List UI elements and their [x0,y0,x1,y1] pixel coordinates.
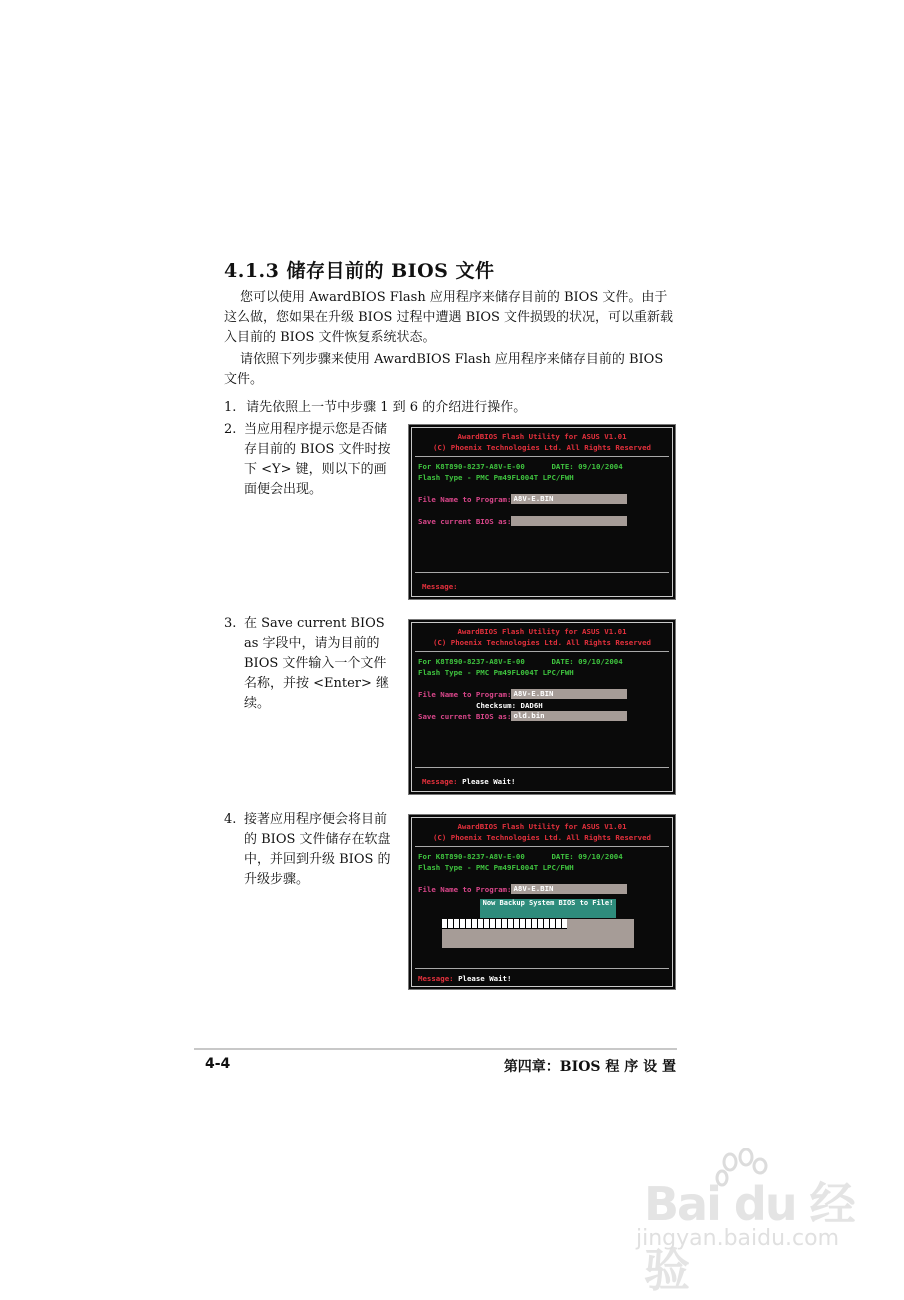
copyright-line: (C) Phoenix Technologies Ltd. All Rights Reserved [432,443,652,452]
bios-screen-1 [408,424,676,600]
message-text: Please Wait! [462,777,516,786]
step-text: 在 Save current BIOS as 字段中，请为目前的 BIOS 文件输入一个文件名称，并按 <Enter> 继续。 [244,616,390,711]
step-3 [224,614,392,714]
file-name-label: File Name to Program: [418,690,512,699]
save-bios-row [418,711,627,722]
save-bios-label: Save current BIOS as: [418,517,512,526]
step-1 [224,398,526,418]
file-name-label: File Name to Program: [418,885,512,894]
checksum-value: DAD6H [520,701,543,710]
step-number: 4. [224,812,237,827]
divider [415,968,669,969]
step-2 [224,420,392,500]
chapter-title: 第四章：BIOS 程 序 设 置 [503,1059,676,1075]
screen-frame [411,622,673,792]
message-label: Message: [422,777,458,786]
save-bios-field[interactable]: old.bin [511,711,627,721]
screen-frame [411,817,673,987]
divider [415,572,669,573]
bios-screen-2 [408,619,676,795]
file-name-field: A8V-E.BIN [511,689,627,699]
file-name-row [418,494,627,505]
message-label: Message: [418,974,454,983]
flash-type: Flash Type - PMC Pm49FL004T LPC/FWH [418,473,574,482]
step-text: 请先依照上一节中步骤 1 到 6 的介绍进行操作。 [246,400,527,415]
board-info: For K8T890-8237-A8V-E-00 DATE: 09/10/2004 [418,657,623,666]
file-name-row [418,689,627,700]
file-name-field: A8V-E.BIN [511,884,627,894]
step-number: 2. [224,422,237,437]
board-info: For K8T890-8237-A8V-E-00 DATE: 09/10/2004 [418,852,623,861]
flash-type: Flash Type - PMC Pm49FL004T LPC/FWH [418,668,574,677]
page-number: 4-4 [205,1056,231,1072]
utility-title: AwardBIOS Flash Utility for ASUS V1.01 [457,822,627,831]
message-row [418,973,511,984]
intro-paragraph: 您可以使用 AwardBIOS Flash 应用程序来储存目前的 BIOS 文件。由于这么做，您如果在升级 BIOS 过程中遭遇 BIOS 文件损毁的状况，可以重新载入目前的 BIOS 文件恢复系统状态。 [224,290,674,345]
divider [415,767,669,768]
message-row [422,581,458,592]
board-info: For K8T890-8237-A8V-E-00 DATE: 09/10/2004 [418,462,623,471]
file-name-field: A8V-E.BIN [511,494,627,504]
progress-fill [442,919,567,929]
message-row [422,776,515,787]
step-4 [224,810,392,890]
save-bios-label: Save current BIOS as: [418,712,512,721]
section-heading: 4.1.3 储存目前的 BIOS 文件 [224,260,495,282]
file-name-label: File Name to Program: [418,495,512,504]
step-text: 接著应用程序便会将目前的 BIOS 文件储存在软盘中，并回到升级 BIOS 的升级步骤。 [244,812,391,887]
baidu-watermark [630,1148,880,1297]
utility-title: AwardBIOS Flash Utility for ASUS V1.01 [457,627,627,636]
copyright-line: (C) Phoenix Technologies Ltd. All Rights Reserved [432,638,652,647]
backup-dialog: Now Backup System BIOS to File! [480,899,616,918]
bios-screen-3 [408,814,676,990]
progress-bar [442,919,634,948]
file-name-row [418,884,627,895]
message-text: Please Wait! [458,974,512,983]
copyright-line: (C) Phoenix Technologies Ltd. All Rights Reserved [432,833,652,842]
save-bios-field[interactable] [511,516,627,526]
divider [415,456,669,457]
footer-rule [194,1048,677,1050]
step-number: 3. [224,616,237,631]
save-bios-row [418,516,627,527]
checksum-row [476,700,543,711]
message-label: Message: [422,582,458,591]
screen-frame [411,427,673,597]
watermark-url: jingyan.baidu.com [636,1226,840,1251]
divider [415,651,669,652]
utility-title: AwardBIOS Flash Utility for ASUS V1.01 [457,432,627,441]
step-text: 当应用程序提示您是否储存目前的 BIOS 文件时按下 <Y> 键，则以下的画面便会出现。 [244,422,391,497]
step-number: 1. [224,400,237,415]
instruction-paragraph: 请依照下列步骤来使用 AwardBIOS Flash 应用程序来储存目前的 BIOS 文件。 [224,352,664,387]
flash-type: Flash Type - PMC Pm49FL004T LPC/FWH [418,863,574,872]
divider [415,846,669,847]
checksum-label: Checksum: [476,701,517,710]
watermark-logo: Bai du 经验 [644,1177,854,1297]
